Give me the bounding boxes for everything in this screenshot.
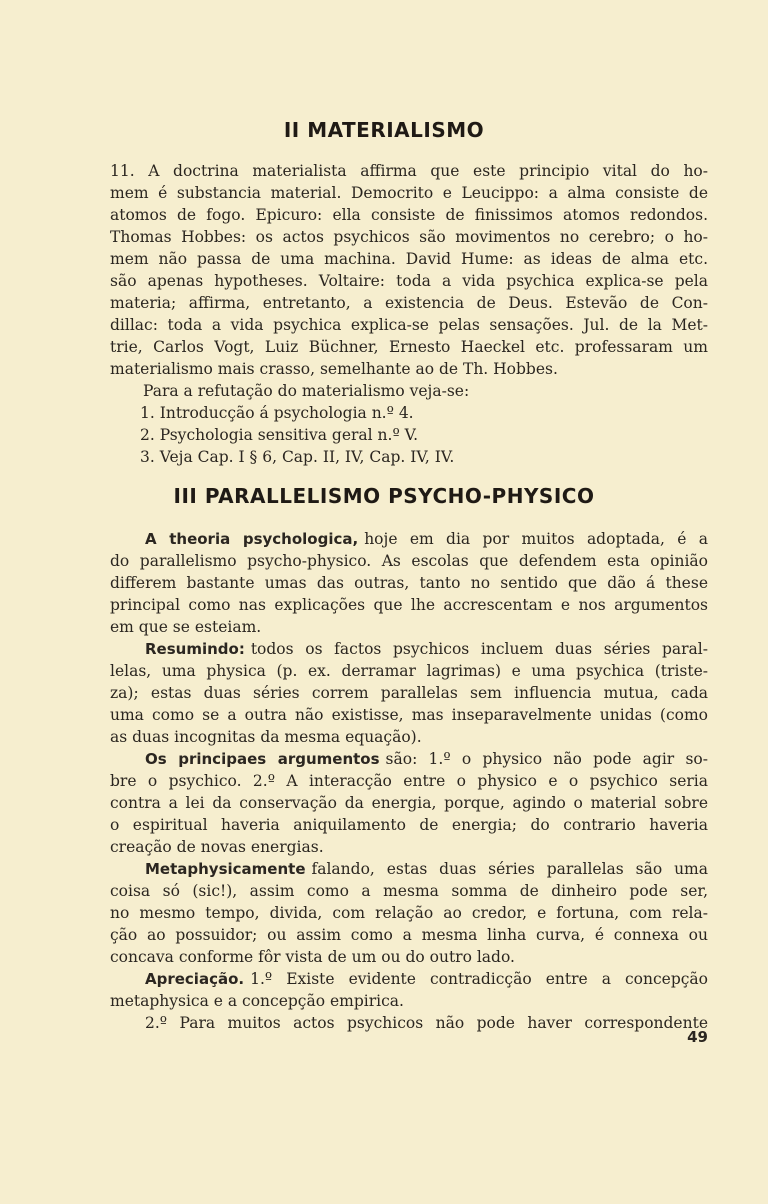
section-heading-materialismo: II MATERIALISMO [283,118,485,142]
text-line: dillac: toda a vida psychica explica-se pelas sensações. Jul. de la Met- [110,316,708,334]
run-in-heading: Os principaes argumentos [145,750,380,768]
text-line: ção ao possuidor; ou assim como a mesma linha curva, é connexa ou [110,926,708,944]
text-line: 11. A doctrina materialista affirma que este principio vital do ho- [110,162,708,180]
text-line: 2.º Para muitos actos psychicos não pode haver correspondente [145,1014,708,1032]
text-line: no mesmo tempo, divida, com relação ao credor, e fortuna, com rela- [110,904,708,922]
text-line: em que se esteiam. [110,618,262,636]
text-line [145,638,708,660]
reference-item: 2. Psychologia sensitiva geral n.º V. [140,426,419,444]
text-line: contra a lei da conservação da energia, porque, agindo o material sobre [110,794,708,812]
text-line: uma como se a outra não existisse, mas inseparavelmente unidas (como [110,706,708,724]
text-line: mem é substancia material. Democrito e Leucippo: a alma consiste de [110,184,708,202]
text-line: o espiritual haveria aniquilamento de energia; do contrario haveria [110,816,708,834]
text-line: materia; affirma, entretanto, a existencia de Deus. Estevão de Con- [110,294,708,312]
run-in-heading: Apreciação. [145,970,245,988]
text-line: creação de novas energias. [110,838,324,856]
text-line [145,748,708,770]
text-line [145,968,708,990]
text-line: bre o psychico. 2.º A interacção entre o physico e o psychico seria [110,772,708,790]
text-line: trie, Carlos Vogt, Luiz Büchner, Ernesto Haeckel etc. professaram um [110,338,708,356]
text-line: principal como nas explicações que lhe accrescentam e nos argumentos [110,596,708,614]
text-line: lelas, uma physica (p. ex. derramar lagrimas) e uma psychica (triste- [110,662,708,680]
text-line [145,858,708,880]
text-run: todos os factos psychicos incluem duas séries paral- [250,640,708,658]
text-run: são: 1.º o physico não pode agir so- [385,750,708,768]
page-number: 49 [687,1028,708,1046]
text-line: as duas incognitas da mesma equação). [110,728,422,746]
text-line: materialismo mais crasso, semelhante ao de Th. Hobbes. [110,360,558,378]
run-in-heading: Resumindo: [145,640,245,658]
text-line: são apenas hypotheses. Voltaire: toda a vida psychica explica-se pela [110,272,708,290]
text-line [145,528,708,550]
text-line: concava conforme fôr vista de um ou do outro lado. [110,948,515,966]
text-run: hoje em dia por muitos adoptada, é a [364,530,708,548]
section-heading-parallelismo: III PARALLELISMO PSYCHO-PHYSICO [173,484,595,508]
text-run: falando, estas duas séries parallelas são uma [311,860,708,878]
reference-item: 3. Veja Cap. I § 6, Cap. II, IV, Cap. IV, IV. [140,448,455,466]
text-run: 1.º Existe evidente contradicção entre a concepção [250,970,708,988]
run-in-heading: Metaphysicamente [145,860,306,878]
reference-item: 1. Introducção á psychologia n.º 4. [140,404,414,422]
run-in-heading: A theoria psychologica, [145,530,359,548]
text-line: Thomas Hobbes: os actos psychicos são movimentos no cerebro; o ho- [110,228,708,246]
text-line: za); estas duas séries correm parallelas sem influencia mutua, cada [110,684,708,702]
text-line: atomos de fogo. Epicuro: ella consiste de finissimos atomos redondos. [110,206,708,224]
text-line: coisa só (sic!), assim como a mesma somma de dinheiro pode ser, [110,882,708,900]
text-line: metaphysica e a concepção empirica. [110,992,404,1010]
text-line: differem bastante umas das outras, tanto no sentido que dão á these [110,574,708,592]
text-line: mem não passa de uma machina. David Hume: as ideas de alma etc. [110,250,708,268]
text-line: do parallelismo psycho-physico. As escolas que defendem esta opinião [110,552,708,570]
refutation-intro: Para a refutação do materialismo veja-se: [143,382,470,400]
